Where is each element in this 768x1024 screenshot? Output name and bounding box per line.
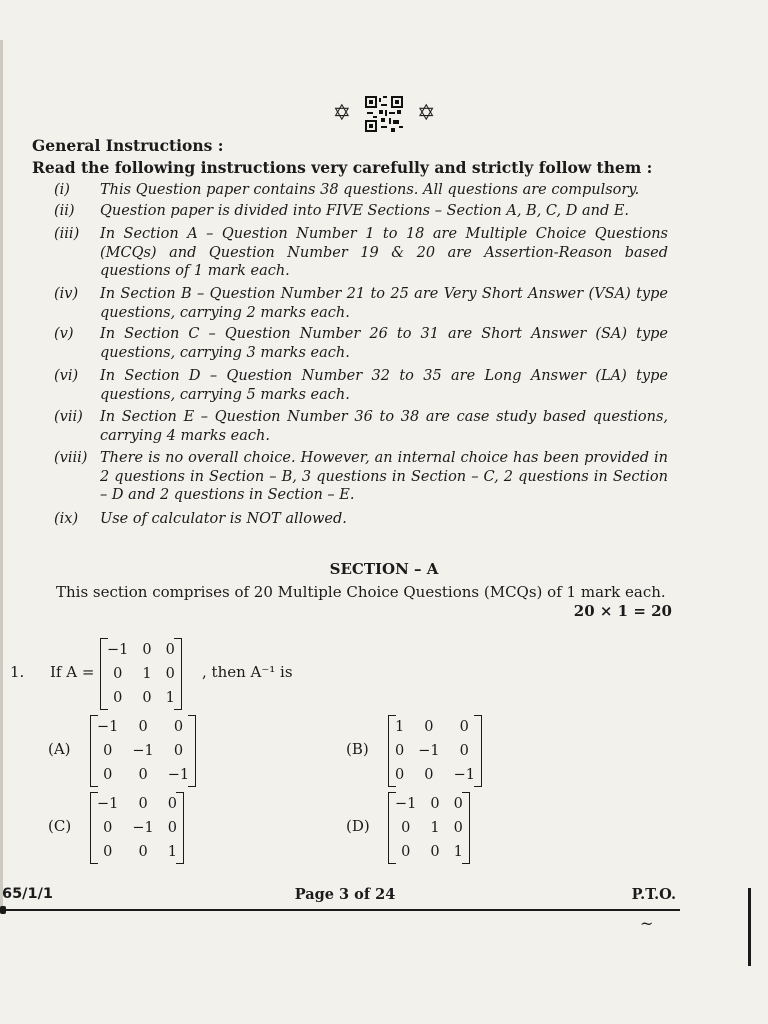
instruction-text: In Section E – Question Number 36 to 38 are case study based questions, carrying 4 marks each. (100, 409, 668, 444)
matrix-cell: 0 (424, 767, 434, 783)
instruction-text: In Section A – Question Number 1 to 18 are Multiple Choice Questions (MCQs) and Question Number 19 & 20 are Assertion-Reason based questions of 1 mark each. (100, 226, 668, 279)
instruction-item (54, 510, 668, 529)
instruction-number: (i) (54, 182, 70, 198)
star-of-david-icon: ✡ (332, 101, 351, 126)
matrix-cell: 0 (459, 743, 469, 759)
matrix-cell: 0 (430, 844, 440, 860)
matrix-cell: 0 (138, 719, 148, 735)
instruction-item (54, 225, 668, 281)
instruction-item (54, 181, 668, 200)
matrix-cell: 0 (395, 743, 405, 759)
instruction-number: (viii) (54, 450, 88, 466)
instruction-item (54, 449, 668, 505)
instruction-number: (ix) (54, 511, 79, 527)
instruction-number: (iv) (54, 286, 79, 302)
page-edge (0, 40, 3, 910)
instruction-item (54, 285, 668, 322)
instruction-number: (iii) (54, 226, 80, 242)
option-a-matrix (90, 715, 196, 787)
tilde-mark: ~ (640, 914, 654, 933)
footer-rule (0, 909, 680, 911)
matrix-cell: −1 (395, 796, 417, 812)
instruction-item (54, 367, 668, 404)
page-number: Page 3 of 24 (294, 886, 396, 903)
matrix-cell: 0 (142, 690, 152, 706)
matrix-cell: −1 (418, 743, 440, 759)
matrix-cell: 0 (138, 767, 148, 783)
section-marks: 20 × 1 = 20 (573, 602, 672, 620)
instruction-number: (ii) (54, 203, 75, 219)
option-d-label: (D) (346, 817, 370, 835)
pto-label: P.T.O. (631, 886, 676, 903)
matrix-cell: 0 (142, 642, 152, 658)
matrix-cell: 1 (430, 820, 440, 836)
matrix-cell: −1 (167, 767, 190, 783)
matrix-cell: 0 (138, 796, 148, 812)
matrix-cell: 1 (165, 690, 175, 706)
instruction-item (54, 202, 668, 221)
option-a-label: (A) (48, 740, 71, 758)
matrix-cell: 0 (459, 719, 469, 735)
matrix-cell: 0 (453, 796, 463, 812)
instruction-item (54, 408, 668, 445)
instructions-title: General Instructions : (32, 136, 224, 155)
instruction-number: (v) (54, 326, 74, 342)
matrix-cell: 0 (113, 666, 123, 682)
matrix-cell: 0 (138, 844, 148, 860)
instruction-number: (vi) (54, 368, 79, 384)
instruction-text: In Section D – Question Number 32 to 35 are Long Answer (LA) type questions, carrying 5 marks each. (100, 368, 668, 403)
instruction-text: Use of calculator is NOT allowed. (100, 511, 347, 527)
matrix-cell: 1 (453, 844, 463, 860)
page-header (0, 96, 768, 132)
star-of-david-icon: ✡ (417, 101, 436, 126)
matrix-cell: 0 (103, 844, 113, 860)
section-title: SECTION – A (329, 560, 439, 578)
option-c-matrix (90, 792, 184, 864)
matrix-cell: 0 (103, 743, 113, 759)
matrix-cell: −1 (97, 719, 119, 735)
matrix-cell: 0 (103, 820, 113, 836)
margin-bar (748, 888, 751, 966)
matrix-cell: 1 (395, 719, 405, 735)
matrix-cell: 1 (167, 844, 177, 860)
instruction-text: Question paper is divided into FIVE Sections – Section A, B, C, D and E. (100, 203, 630, 219)
instruction-text: In Section C – Question Number 26 to 31 are Short Answer (SA) type questions, carrying 3 marks each. (100, 326, 668, 361)
matrix-cell: 0 (173, 743, 184, 759)
instructions-lead: Read the following instructions very carefully and strictly follow them : (32, 158, 653, 177)
question-number: 1. (10, 663, 25, 681)
instruction-number: (vii) (54, 409, 83, 425)
section-description: This section comprises of 20 Multiple Choice Questions (MCQs) of 1 mark each. (56, 583, 666, 601)
question-prefix: If A = (50, 663, 95, 681)
instruction-text: This Question paper contains 38 questions. All questions are compulsory. (100, 182, 640, 198)
matrix-cell: −1 (107, 642, 129, 658)
option-b-matrix (388, 715, 482, 787)
matrix-cell: −1 (132, 743, 154, 759)
instruction-item (54, 325, 668, 362)
matrix-cell: 0 (165, 642, 175, 658)
option-b-label: (B) (346, 740, 369, 758)
matrix-cell: 0 (424, 719, 434, 735)
matrix-cell: −1 (453, 767, 475, 783)
option-d-matrix (388, 792, 470, 864)
option-c-label: (C) (48, 817, 72, 835)
matrix-cell: 1 (142, 666, 152, 682)
matrix-cell: 0 (113, 690, 123, 706)
matrix-cell: 0 (173, 719, 184, 735)
paper-code: 65/1/1 (2, 886, 53, 902)
matrix-cell: 0 (103, 767, 113, 783)
matrix-cell: 0 (395, 767, 405, 783)
matrix-cell: 0 (453, 820, 463, 836)
question-matrix (100, 638, 182, 710)
matrix-cell: 0 (401, 820, 411, 836)
instruction-text: There is no overall choice. However, an internal choice has been provided in 2 questions in Section – B, 3 questions in Section – C, 2 questions in Section – D and 2 questions in Section – E. (100, 450, 668, 503)
question-suffix: , then A⁻¹ is (202, 663, 293, 681)
qr-code-icon (365, 96, 403, 132)
matrix-cell: 0 (165, 666, 175, 682)
matrix-cell: −1 (97, 796, 119, 812)
matrix-cell: 0 (401, 844, 411, 860)
matrix-cell: −1 (132, 820, 154, 836)
matrix-cell: 0 (167, 820, 177, 836)
matrix-cell: 0 (430, 796, 440, 812)
matrix-cell: 0 (167, 796, 177, 812)
instruction-text: In Section B – Question Number 21 to 25 are Very Short Answer (VSA) type questions, carrying 2 marks each. (100, 286, 668, 321)
